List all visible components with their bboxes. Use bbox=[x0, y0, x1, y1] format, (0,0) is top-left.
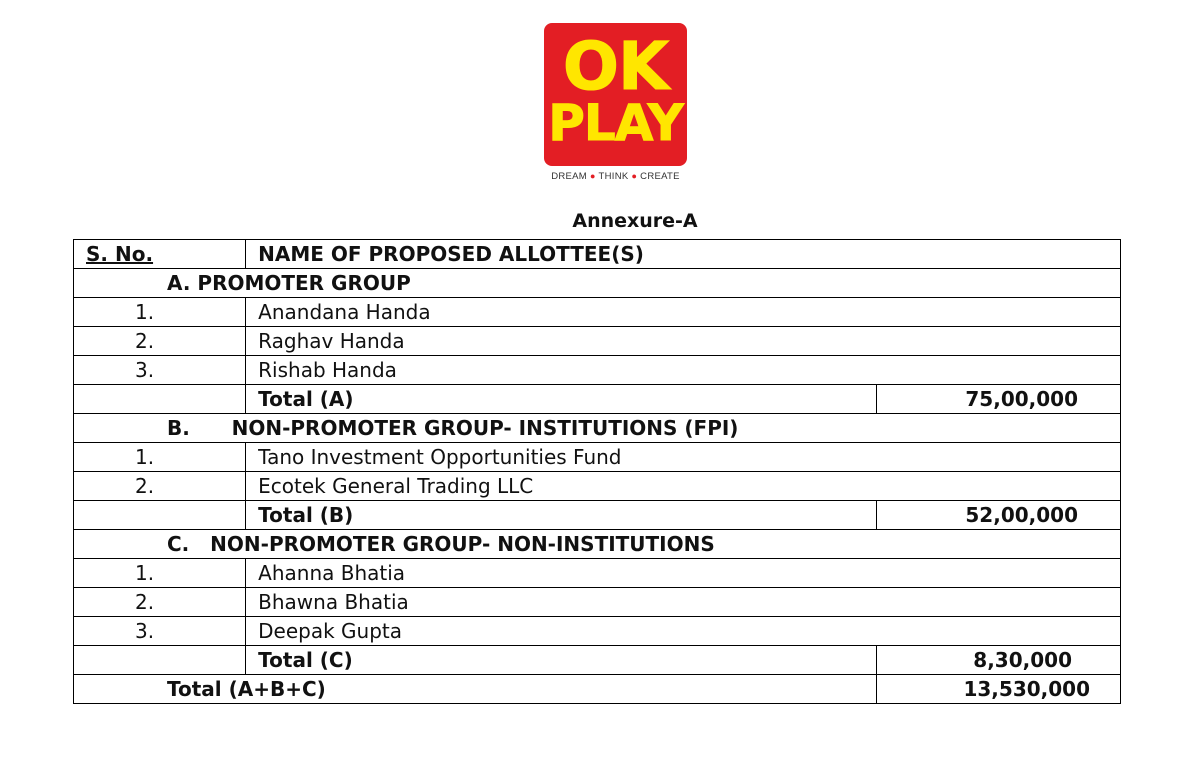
logo-text-play: PLAY bbox=[548, 93, 683, 152]
group-heading-row bbox=[74, 269, 1121, 298]
table-row bbox=[74, 356, 1121, 385]
group-heading-row bbox=[74, 530, 1121, 559]
subtotal-row bbox=[74, 501, 1121, 530]
group-heading-row bbox=[74, 414, 1121, 443]
table-row bbox=[74, 472, 1121, 501]
grand-total-row bbox=[74, 675, 1121, 704]
row-name: Rishab Handa bbox=[246, 356, 1121, 385]
row-name: Deepak Gupta bbox=[246, 617, 1121, 646]
group-heading: B. NON-PROMOTER GROUP- INSTITUTIONS (FPI) bbox=[74, 414, 1121, 443]
row-sno: 1. bbox=[74, 559, 246, 588]
table-row bbox=[74, 327, 1121, 356]
table-row bbox=[74, 588, 1121, 617]
subtotal-value: 52,00,000 bbox=[876, 501, 1120, 530]
row-name: Raghav Handa bbox=[246, 327, 1121, 356]
row-name: Ahanna Bhatia bbox=[246, 559, 1121, 588]
bullet-dot-icon: ● bbox=[589, 171, 596, 181]
allottees-table bbox=[73, 239, 1121, 704]
tagline-word-create: CREATE bbox=[640, 171, 680, 182]
subtotal-label: Total (B) bbox=[246, 501, 877, 530]
tagline-word-think: THINK bbox=[598, 171, 629, 182]
subtotal-value: 8,30,000 bbox=[876, 646, 1120, 675]
empty-cell bbox=[74, 501, 246, 530]
subtotal-value: 75,00,000 bbox=[876, 385, 1120, 414]
table-row bbox=[74, 298, 1121, 327]
bullet-dot-icon: ● bbox=[631, 171, 638, 181]
header-name: NAME OF PROPOSED ALLOTTEE(S) bbox=[246, 240, 1121, 269]
page-title: Annexure-A bbox=[572, 210, 698, 232]
subtotal-label: Total (C) bbox=[246, 646, 877, 675]
logo-text-ok: OK bbox=[562, 27, 669, 105]
grand-total-value: 13,530,000 bbox=[876, 675, 1120, 704]
empty-cell bbox=[74, 385, 246, 414]
row-sno: 2. bbox=[74, 588, 246, 617]
grand-total-label: Total (A+B+C) bbox=[74, 675, 877, 704]
group-heading: A. PROMOTER GROUP bbox=[74, 269, 1121, 298]
subtotal-row bbox=[74, 646, 1121, 675]
header-sno: S. No. bbox=[74, 240, 246, 269]
table-row bbox=[74, 617, 1121, 646]
logo-tagline bbox=[544, 171, 687, 182]
row-sno: 3. bbox=[74, 617, 246, 646]
subtotal-label: Total (A) bbox=[246, 385, 877, 414]
row-name: Anandana Handa bbox=[246, 298, 1121, 327]
tagline-word-dream: DREAM bbox=[551, 171, 588, 182]
company-logo bbox=[544, 23, 687, 166]
row-name: Tano Investment Opportunities Fund bbox=[246, 443, 1121, 472]
table-header-row bbox=[74, 240, 1121, 269]
row-name: Ecotek General Trading LLC bbox=[246, 472, 1121, 501]
row-sno: 1. bbox=[74, 443, 246, 472]
empty-cell bbox=[74, 646, 246, 675]
table-row bbox=[74, 559, 1121, 588]
row-sno: 3. bbox=[74, 356, 246, 385]
row-sno: 2. bbox=[74, 327, 246, 356]
row-sno: 1. bbox=[74, 298, 246, 327]
group-heading: C. NON-PROMOTER GROUP- NON-INSTITUTIONS bbox=[74, 530, 1121, 559]
subtotal-row bbox=[74, 385, 1121, 414]
table-row bbox=[74, 443, 1121, 472]
row-sno: 2. bbox=[74, 472, 246, 501]
row-name: Bhawna Bhatia bbox=[246, 588, 1121, 617]
